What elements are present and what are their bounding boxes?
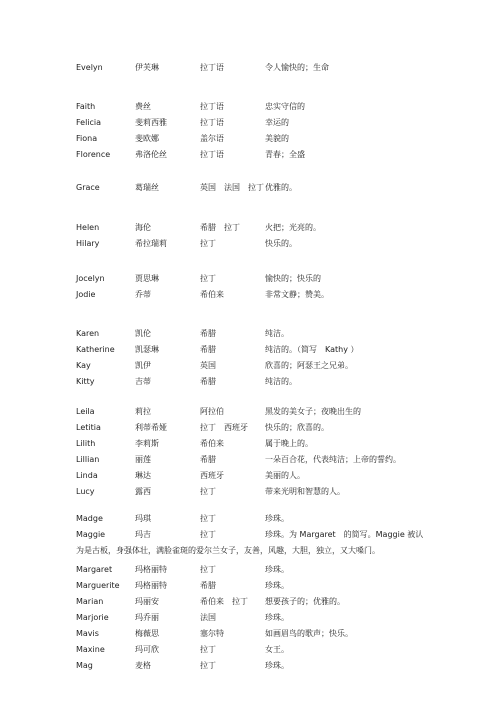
name-meaning: 珍珠。 bbox=[265, 581, 289, 590]
origin-language: 拉丁 bbox=[200, 565, 216, 574]
name-meaning: 快乐的。 bbox=[265, 239, 297, 248]
origin-language: 希腊 bbox=[200, 455, 216, 464]
english-name: Letitia bbox=[76, 423, 101, 432]
origin-language: 阿拉伯 bbox=[200, 407, 224, 416]
english-name: Kay bbox=[76, 361, 91, 370]
name-entry-row bbox=[0, 220, 500, 236]
name-entry-row bbox=[0, 578, 500, 594]
chinese-name: 希拉瑞莉 bbox=[135, 239, 167, 248]
chinese-name: 玛吉 bbox=[135, 530, 151, 539]
chinese-name: 玛琪 bbox=[135, 514, 151, 523]
name-meaning: 珍珠。 bbox=[265, 565, 289, 574]
name-meaning: 美丽的人。 bbox=[265, 471, 305, 480]
english-name: Kitty bbox=[76, 377, 95, 386]
name-entry-row bbox=[0, 115, 500, 131]
chinese-name: 玛格丽特 bbox=[135, 565, 167, 574]
chinese-name: 伊芙琳 bbox=[135, 63, 159, 72]
name-meaning: 珍珠。 bbox=[265, 613, 289, 622]
origin-language: 希腊 bbox=[200, 581, 216, 590]
chinese-name: 凯伦 bbox=[135, 329, 151, 338]
chinese-name: 玛可欣 bbox=[135, 645, 159, 654]
chinese-name: 梅薇思 bbox=[135, 629, 159, 638]
english-name: Leila bbox=[76, 407, 95, 416]
chinese-name: 麦格 bbox=[135, 661, 151, 670]
name-meaning: 令人愉快的；生命 bbox=[265, 63, 329, 72]
chinese-name: 斐莉西雅 bbox=[135, 118, 167, 127]
name-meaning: 想要孩子的；优雅的。 bbox=[265, 597, 345, 606]
origin-language: 拉丁语 bbox=[200, 102, 224, 111]
origin-language: 塞尔特 bbox=[200, 629, 224, 638]
name-meaning: 带来光明和智慧的人。 bbox=[265, 487, 345, 496]
name-entry-row bbox=[0, 147, 500, 163]
name-meaning: 女王。 bbox=[265, 645, 289, 654]
origin-language: 拉丁 bbox=[200, 530, 216, 539]
chinese-name: 凯瑟琳 bbox=[135, 345, 159, 354]
english-name: Karen bbox=[76, 329, 100, 338]
chinese-name: 费丝 bbox=[135, 102, 151, 111]
origin-language: 希伯来 bbox=[200, 439, 224, 448]
chinese-name: 乔蒂 bbox=[135, 290, 151, 299]
chinese-name: 玛乔丽 bbox=[135, 613, 159, 622]
name-meaning: 火把；光亮的。 bbox=[265, 223, 321, 232]
name-meaning: 如画眉鸟的歌声；快乐。 bbox=[265, 629, 353, 638]
name-entry-row bbox=[0, 420, 500, 436]
name-entry-row bbox=[0, 358, 500, 374]
name-meaning: 忠实守信的 bbox=[265, 102, 305, 111]
chinese-name: 吉蒂 bbox=[135, 377, 151, 386]
english-name: Maggie bbox=[76, 530, 106, 539]
name-entry-row bbox=[0, 527, 500, 543]
english-name: Maxine bbox=[76, 645, 105, 654]
origin-language: 英国 bbox=[200, 361, 216, 370]
name-entry-row bbox=[0, 374, 500, 390]
name-meaning: 幸运的 bbox=[265, 118, 289, 127]
name-meaning: 纯洁的。 bbox=[265, 377, 297, 386]
name-entry-row bbox=[0, 271, 500, 287]
name-meaning: 珍珠。为 Margaret 的简写。Maggie 被认 bbox=[265, 530, 424, 539]
chinese-name: 丽莲 bbox=[135, 455, 151, 464]
english-name: Jocelyn bbox=[76, 274, 105, 283]
maggie-meaning-continuation: 为是古板，身强体壮，满脸雀斑的爱尔兰女子，友善，风趣，大胆，独立，又大嗓门。 bbox=[76, 546, 380, 555]
english-name: Jodie bbox=[76, 290, 96, 299]
name-meaning: 青春；全盛 bbox=[265, 150, 305, 159]
name-entry-row bbox=[0, 511, 500, 527]
english-name: Faith bbox=[76, 102, 96, 111]
origin-language: 拉丁 西班牙 bbox=[200, 423, 248, 432]
name-entry-row bbox=[0, 658, 500, 674]
name-entry-row bbox=[0, 287, 500, 303]
chinese-name: 海伦 bbox=[135, 223, 151, 232]
name-entry-row bbox=[0, 642, 500, 658]
name-entry-row bbox=[0, 626, 500, 642]
english-name: Lucy bbox=[76, 487, 95, 496]
english-name: Evelyn bbox=[76, 63, 103, 72]
english-name: Marjorie bbox=[76, 613, 109, 622]
origin-language: 拉丁 bbox=[200, 514, 216, 523]
origin-language: 盖尔语 bbox=[200, 134, 224, 143]
english-name: Marian bbox=[76, 597, 104, 606]
english-name: Mavis bbox=[76, 629, 99, 638]
name-meaning: 愉快的；快乐的 bbox=[265, 274, 321, 283]
name-meaning: 优雅的。 bbox=[265, 183, 297, 192]
name-entry-row bbox=[0, 484, 500, 500]
name-meaning: 珍珠。 bbox=[265, 661, 289, 670]
origin-language: 拉丁 bbox=[200, 274, 216, 283]
english-name: Margaret bbox=[76, 565, 113, 574]
english-name: Felicia bbox=[76, 118, 102, 127]
name-entry-row bbox=[0, 468, 500, 484]
origin-language: 希腊 拉丁 bbox=[200, 223, 240, 232]
name-entry-row bbox=[0, 436, 500, 452]
origin-language: 拉丁 bbox=[200, 239, 216, 248]
origin-language: 拉丁 bbox=[200, 645, 216, 654]
chinese-name: 葛瑞丝 bbox=[135, 183, 159, 192]
name-entry-row bbox=[0, 326, 500, 342]
name-meaning: 属于晚上的。 bbox=[265, 439, 313, 448]
english-name: Lilith bbox=[76, 439, 96, 448]
english-name: Lillian bbox=[76, 455, 100, 464]
origin-language: 拉丁语 bbox=[200, 150, 224, 159]
english-name: Katherine bbox=[76, 345, 115, 354]
english-name: Linda bbox=[76, 471, 98, 480]
name-entry-row bbox=[0, 610, 500, 626]
chinese-name: 斐欧娜 bbox=[135, 134, 159, 143]
chinese-name: 李莉斯 bbox=[135, 439, 159, 448]
chinese-name: 利蒂希娅 bbox=[135, 423, 167, 432]
name-entry-row bbox=[0, 131, 500, 147]
name-entry-row bbox=[0, 452, 500, 468]
name-meaning: 一朵百合花，代表纯洁；上帝的誓约。 bbox=[265, 455, 401, 464]
name-meaning: 非常文静；赞美。 bbox=[265, 290, 329, 299]
name-entry-row bbox=[0, 99, 500, 115]
name-entry-row bbox=[0, 404, 500, 420]
origin-language: 希伯来 拉丁 bbox=[200, 597, 248, 606]
english-name: Marguerite bbox=[76, 581, 120, 590]
origin-language: 希腊 bbox=[200, 345, 216, 354]
origin-language: 拉丁语 bbox=[200, 63, 224, 72]
name-meaning: 珍珠。 bbox=[265, 514, 289, 523]
english-name: Fiona bbox=[76, 134, 98, 143]
chinese-name: 莉拉 bbox=[135, 407, 151, 416]
english-name: Florence bbox=[76, 150, 111, 159]
origin-language: 希伯来 bbox=[200, 290, 224, 299]
name-entry-row bbox=[0, 562, 500, 578]
name-entry-row bbox=[0, 236, 500, 252]
name-entry-row bbox=[0, 180, 500, 196]
chinese-name: 琳达 bbox=[135, 471, 151, 480]
name-meaning: 纯洁的。（简写 Kathy ） bbox=[265, 345, 359, 354]
name-meaning: 黑发的美女子；夜晚出生的 bbox=[265, 407, 361, 416]
english-name: Grace bbox=[76, 183, 100, 192]
english-name: Hilary bbox=[76, 239, 100, 248]
origin-language: 英国 法国 拉丁 bbox=[200, 183, 264, 192]
origin-language: 希腊 bbox=[200, 329, 216, 338]
english-name: Madge bbox=[76, 514, 103, 523]
chinese-name: 贾思琳 bbox=[135, 274, 159, 283]
origin-language: 拉丁 bbox=[200, 661, 216, 670]
chinese-name: 玛丽安 bbox=[135, 597, 159, 606]
name-meaning: 美貌的 bbox=[265, 134, 289, 143]
chinese-name: 露西 bbox=[135, 487, 151, 496]
origin-language: 拉丁语 bbox=[200, 118, 224, 127]
chinese-name: 玛格丽特 bbox=[135, 581, 167, 590]
chinese-name: 凯伊 bbox=[135, 361, 151, 370]
name-meaning: 快乐的；欣喜的。 bbox=[265, 423, 329, 432]
english-name: Mag bbox=[76, 661, 93, 670]
origin-language: 拉丁 bbox=[200, 487, 216, 496]
english-name: Helen bbox=[76, 223, 100, 232]
name-meaning: 欣喜的；阿瑟王之兄弟。 bbox=[265, 361, 353, 370]
name-entry-row bbox=[0, 594, 500, 610]
name-entry-row bbox=[0, 60, 500, 76]
origin-language: 西班牙 bbox=[200, 471, 224, 480]
origin-language: 希腊 bbox=[200, 377, 216, 386]
name-meaning: 纯洁。 bbox=[265, 329, 289, 338]
name-entry-row bbox=[0, 342, 500, 358]
origin-language: 法国 bbox=[200, 613, 216, 622]
chinese-name: 弗洛伦丝 bbox=[135, 150, 167, 159]
